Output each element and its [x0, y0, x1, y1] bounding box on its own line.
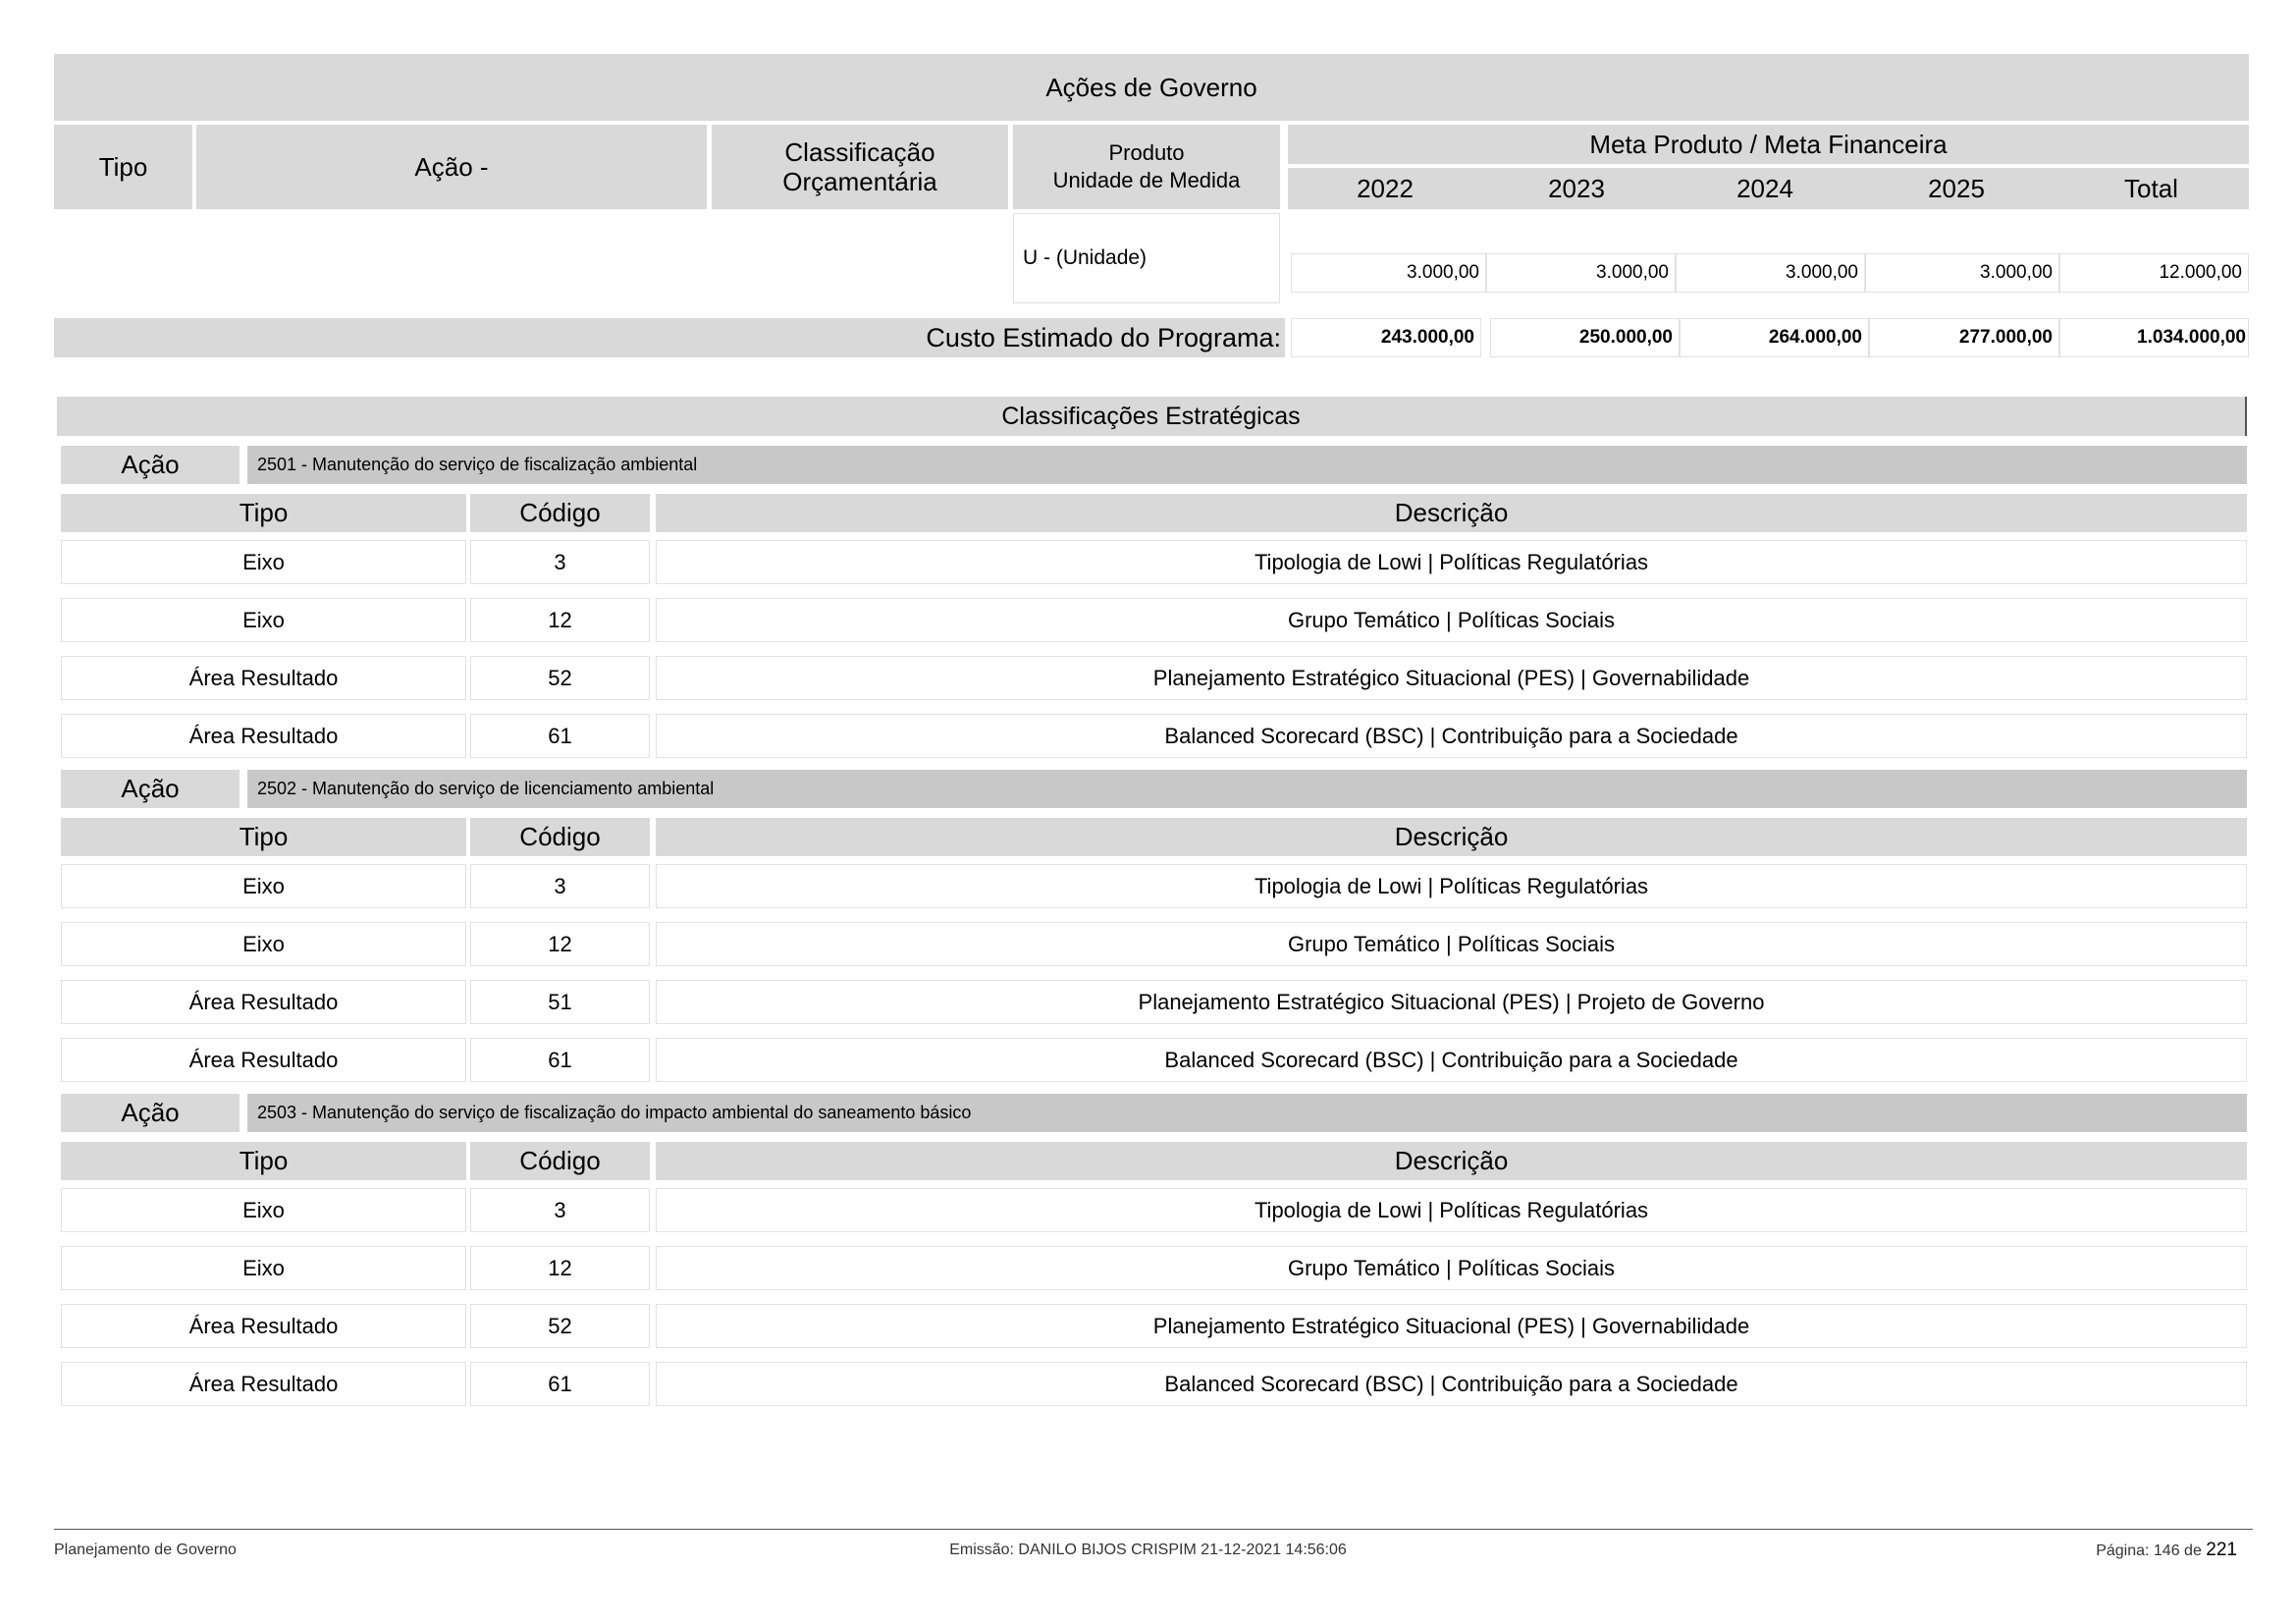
table-row-tipo: Eixo — [61, 1188, 466, 1232]
meta-value-2023: 3.000,00 — [1486, 253, 1676, 293]
col-header-codigo: Código — [470, 1142, 650, 1180]
classificacao-line1: Classificação — [784, 137, 935, 167]
table-row-tipo: Área Resultado — [61, 1038, 466, 1082]
col-header-descricao: Descrição — [656, 1142, 2247, 1180]
custo-value-total: 1.034.000,00 — [2059, 318, 2249, 357]
table-row-descricao: Balanced Scorecard (BSC) | Contribuição para a Sociedade — [656, 1038, 2247, 1082]
table-row-descricao: Planejamento Estratégico Situacional (PES) | Projeto de Governo — [656, 980, 2247, 1024]
meta-value-total: 12.000,00 — [2059, 253, 2249, 293]
col-header-acao: Ação - — [196, 125, 707, 209]
table-row-codigo: 51 — [470, 980, 650, 1024]
table-row-tipo: Eixo — [61, 864, 466, 908]
table-row-codigo: 12 — [470, 1246, 650, 1290]
col-header-total: Total — [2054, 168, 2249, 209]
col-header-tipo: Tipo — [61, 818, 466, 856]
footer-emissao: Emissão: DANILO BIJOS CRISPIM 21-12-2021 14:56:06 — [949, 1542, 1347, 1558]
table-row-codigo: 61 — [470, 1038, 650, 1082]
table-row-codigo: 12 — [470, 922, 650, 966]
table-row-descricao: Grupo Temático | Políticas Sociais — [656, 1246, 2247, 1290]
col-header-codigo: Código — [470, 494, 650, 532]
table-row-descricao: Grupo Temático | Políticas Sociais — [656, 598, 2247, 642]
custo-value-2022: 243.000,00 — [1291, 318, 1481, 357]
table-row-tipo: Área Resultado — [61, 980, 466, 1024]
table-row-descricao: Tipologia de Lowi | Políticas Regulatórias — [656, 1188, 2247, 1232]
col-header-tipo: Tipo — [61, 494, 466, 532]
table-row-descricao: Planejamento Estratégico Situacional (PES) | Governabilidade — [656, 656, 2247, 700]
classificacoes-title: Classificações Estratégicas — [57, 397, 2247, 436]
footer-page-total: 221 — [2206, 1540, 2237, 1560]
table-row-tipo: Eixo — [61, 1246, 466, 1290]
table-row-descricao: Tipologia de Lowi | Políticas Regulatórias — [656, 540, 2247, 584]
footer-divider — [54, 1529, 2253, 1530]
col-header-year-2023: 2023 — [1482, 168, 1671, 209]
table-row-codigo: 12 — [470, 598, 650, 642]
meta-value-2022: 3.000,00 — [1291, 253, 1486, 293]
acao-name: 2503 - Manutenção do serviço de fiscalização do impacto ambiental do saneamento básico — [247, 1094, 2247, 1132]
meta-value-2024: 3.000,00 — [1676, 253, 1865, 293]
table-row-codigo: 3 — [470, 540, 650, 584]
acao-label: Ação — [61, 770, 240, 808]
table-row-descricao: Planejamento Estratégico Situacional (PES) | Governabilidade — [656, 1304, 2247, 1348]
custo-estimado-label: Custo Estimado do Programa: — [54, 318, 1285, 357]
col-header-codigo: Código — [470, 818, 650, 856]
col-header-tipo: Tipo — [61, 1142, 466, 1180]
col-header-descricao: Descrição — [656, 494, 2247, 532]
col-header-year-2025: 2025 — [1859, 168, 2054, 209]
table-row-codigo: 61 — [470, 1362, 650, 1406]
table-row-descricao: Balanced Scorecard (BSC) | Contribuição para a Sociedade — [656, 1362, 2247, 1406]
footer-page-prefix: Página: 146 de — [2096, 1542, 2202, 1559]
classificacao-line2: Orçamentária — [782, 167, 937, 196]
table-row-codigo: 3 — [470, 1188, 650, 1232]
custo-value-2024: 264.000,00 — [1680, 318, 1869, 357]
produto-line2: Unidade de Medida — [1052, 168, 1241, 192]
acao-name: 2501 - Manutenção do serviço de fiscalização ambiental — [247, 446, 2247, 484]
acoes-governo-title: Ações de Governo — [54, 54, 2249, 121]
acao-label: Ação — [61, 1094, 240, 1132]
table-row-codigo: 61 — [470, 714, 650, 758]
produto-line1: Produto — [1108, 140, 1185, 165]
table-row-codigo: 3 — [470, 864, 650, 908]
custo-value-2025: 277.000,00 — [1869, 318, 2059, 357]
custo-value-2023: 250.000,00 — [1490, 318, 1680, 357]
table-row-tipo: Área Resultado — [61, 1362, 466, 1406]
table-row-tipo: Área Resultado — [61, 714, 466, 758]
col-header-descricao: Descrição — [656, 818, 2247, 856]
col-header-classificacao — [712, 125, 1008, 209]
table-row-tipo: Eixo — [61, 598, 466, 642]
col-header-produto — [1013, 125, 1280, 209]
produto-unidade: U - (Unidade) — [1013, 213, 1280, 303]
table-row-descricao: Balanced Scorecard (BSC) | Contribuição para a Sociedade — [656, 714, 2247, 758]
col-header-tipo: Tipo — [54, 125, 192, 209]
table-row-tipo: Eixo — [61, 922, 466, 966]
meta-value-2025: 3.000,00 — [1865, 253, 2059, 293]
table-row-tipo: Área Resultado — [61, 1304, 466, 1348]
table-row-tipo: Área Resultado — [61, 656, 466, 700]
col-header-year-2024: 2024 — [1671, 168, 1859, 209]
footer-pagination — [2096, 1540, 2237, 1561]
table-row-descricao: Grupo Temático | Políticas Sociais — [656, 922, 2247, 966]
table-row-codigo: 52 — [470, 656, 650, 700]
col-header-meta: Meta Produto / Meta Financeira — [1288, 125, 2249, 164]
acao-label: Ação — [61, 446, 240, 484]
acao-name: 2502 - Manutenção do serviço de licenciamento ambiental — [247, 770, 2247, 808]
table-row-descricao: Tipologia de Lowi | Políticas Regulatórias — [656, 864, 2247, 908]
table-row-codigo: 52 — [470, 1304, 650, 1348]
table-row-tipo: Eixo — [61, 540, 466, 584]
footer-left: Planejamento de Governo — [54, 1542, 237, 1558]
col-header-year-2022: 2022 — [1288, 168, 1482, 209]
